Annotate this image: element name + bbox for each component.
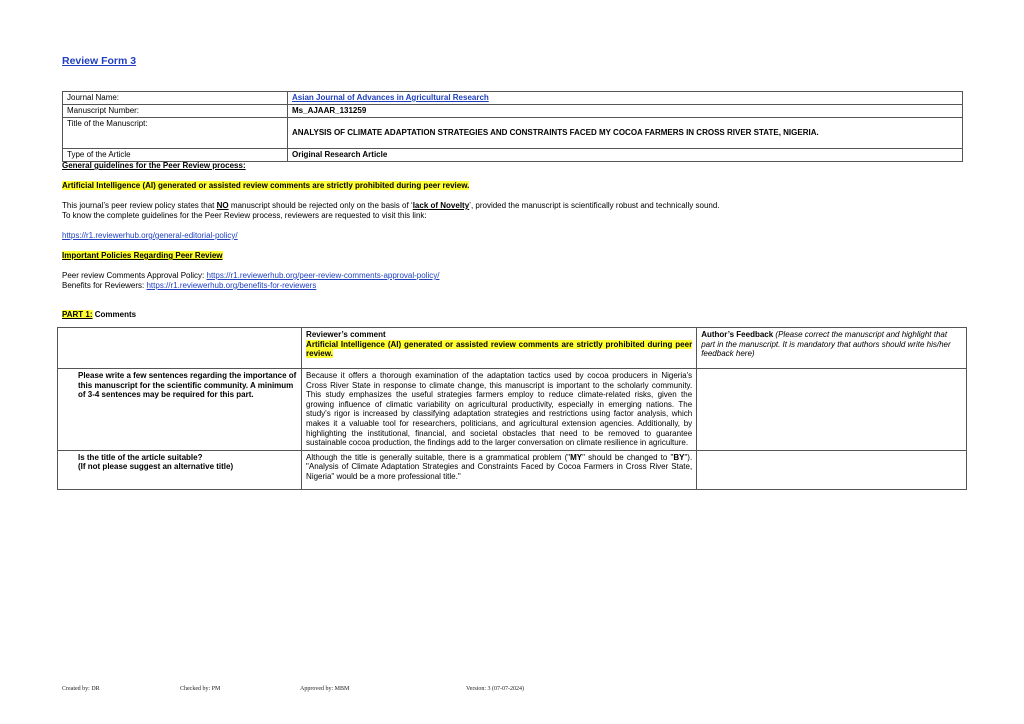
footer-created: Created by: DR <box>62 686 100 692</box>
comments-header-row <box>58 328 967 369</box>
policy-text-1: This journal’s peer review policy states that <box>62 201 217 210</box>
policies-heading-text: Important Policies Regarding Peer Review <box>62 251 223 260</box>
footer-approved: Approved by: MBM <box>300 686 350 692</box>
reviewer-comment-title <box>302 450 697 489</box>
guidelines-link-line <box>62 231 238 241</box>
question-title-line1: Is the title of the article suitable? <box>78 452 203 462</box>
question-importance: Please write a few sentences regarding the importance of this manuscript for the scientific community. A minimum of 3-4 sentences may be required for this part. <box>58 369 302 451</box>
part1-label: PART 1: <box>62 310 93 319</box>
author-feedback-importance[interactable] <box>697 369 967 451</box>
benefits-label: Benefits for Reviewers: <box>62 281 147 290</box>
policy-novelty: lack of Novelty <box>412 201 470 210</box>
approval-policy-line <box>62 271 439 281</box>
policies-heading <box>62 251 223 261</box>
reviewer-ai-warning-text: Artificial Intelligence (AI) generated or assisted review comments are strictly prohibited during peer review. <box>306 339 693 359</box>
journal-label: Journal Name: <box>63 92 288 105</box>
title-value: ANALYSIS OF CLIMATE ADAPTATION STRATEGIES AND CONSTRAINTS FACED MY COCOA FARMERS IN CROSS RIVER STATE, NIGERIA. <box>288 118 963 149</box>
question-title-line2: (If not please suggest an alternative title) <box>78 462 234 472</box>
part1-heading <box>62 310 136 320</box>
manuscript-number-value: Ms_AJAAR_131259 <box>288 105 963 118</box>
policy-text-2: manuscript should be rejected only on the basis of ‘ <box>228 201 413 210</box>
journal-value <box>288 92 963 105</box>
benefits-link[interactable]: https://r1.reviewerhub.org/benefits-for-reviewers <box>146 281 317 290</box>
footer-version: Version: 3 (07-07-2024) <box>466 686 524 692</box>
approval-policy-link[interactable]: https://r1.reviewerhub.org/peer-review-comments-approval-policy/ <box>206 271 440 280</box>
guidelines-heading: General guidelines for the Peer Review process: <box>62 161 246 170</box>
manuscript-number-label: Manuscript Number: <box>63 105 288 118</box>
benefits-line <box>62 281 316 291</box>
comment-title-text-2: " should be changed to " <box>582 452 674 462</box>
editorial-policy-link[interactable]: https://r1.reviewerhub.org/general-editorial-policy/ <box>62 231 238 240</box>
part1-title: Comments <box>92 310 137 319</box>
reviewer-comment-importance: Because it offers a thorough examination of the adaptation tactics used by cocoa producers in Nigeria's Cross River State in response to climate change, this manuscript is important to the scholarly community. This study emphasizes the useful strategies farmers employ to reduce climate-related risks, given the growing influence of climatic variability on agricultural productivity, especially in emerging nations. The study's rigor is increased by classifying adaptation strategies and restrictions using factor analysis, which makes it a valuable tool for researchers, politicians, and agricultural extension agencies. Additionally, by highlighting the institutional, financial, and societal obstacles that need to be removed to guarantee sustainable cocoa production, the findings add to the larger conversation on climate resilience in agriculture. <box>302 369 697 451</box>
comments-table <box>57 327 967 490</box>
reviewer-ai-warning <box>306 340 692 359</box>
author-header-cell <box>697 328 967 369</box>
policy-statement <box>62 201 720 211</box>
table-row <box>58 369 967 451</box>
manuscript-info-table <box>62 91 963 162</box>
title-label: Title of the Manuscript: <box>63 118 288 149</box>
type-row <box>63 149 963 162</box>
type-label: Type of the Article <box>63 149 288 162</box>
question-header-cell <box>58 328 302 369</box>
journal-row <box>63 92 963 105</box>
ai-warning-text: Artificial Intelligence (AI) generated or assisted review comments are strictly prohibited during peer review. <box>62 181 470 190</box>
type-value: Original Research Article <box>288 149 963 162</box>
comment-title-bold-1: MY <box>570 452 583 462</box>
manuscript-number-row <box>63 105 963 118</box>
table-row <box>58 450 967 489</box>
policy-no: NO <box>216 201 229 210</box>
journal-link[interactable]: Asian Journal of Advances in Agricultural Research <box>292 93 489 102</box>
author-header: Author’s Feedback <box>701 330 774 339</box>
approval-policy-label: Peer review Comments Approval Policy: <box>62 271 207 280</box>
comment-title-text-3: "). "Analysis of Climate Adaptation Strategies and Constraints Faced by Cocoa Farmers in Cross River State, Nigeria" would be a more professional title." <box>306 452 693 481</box>
comment-title-text-1: Although the title is generally suitable, there is a grammatical problem (" <box>306 452 571 462</box>
guidelines-know-text: To know the complete guidelines for the Peer Review process, reviewers are requested to visit this link: <box>62 211 427 220</box>
author-feedback-title[interactable] <box>697 450 967 489</box>
reviewer-header-cell <box>302 328 697 369</box>
form-title: Review Form 3 <box>62 55 137 67</box>
author-header-note: (Please correct the manuscript and highlight that part in the manuscript. It is mandatory that authors should write his/her feedback here) <box>701 330 951 359</box>
question-title <box>58 450 302 489</box>
ai-warning <box>62 181 469 191</box>
reviewer-header: Reviewer’s comment <box>306 330 386 339</box>
policy-text-3: ’, provided the manuscript is scientifically robust and technically sound. <box>469 201 720 210</box>
footer-checked: Checked by: PM <box>180 686 221 692</box>
comment-title-bold-2: BY <box>673 452 685 462</box>
title-row <box>63 118 963 149</box>
